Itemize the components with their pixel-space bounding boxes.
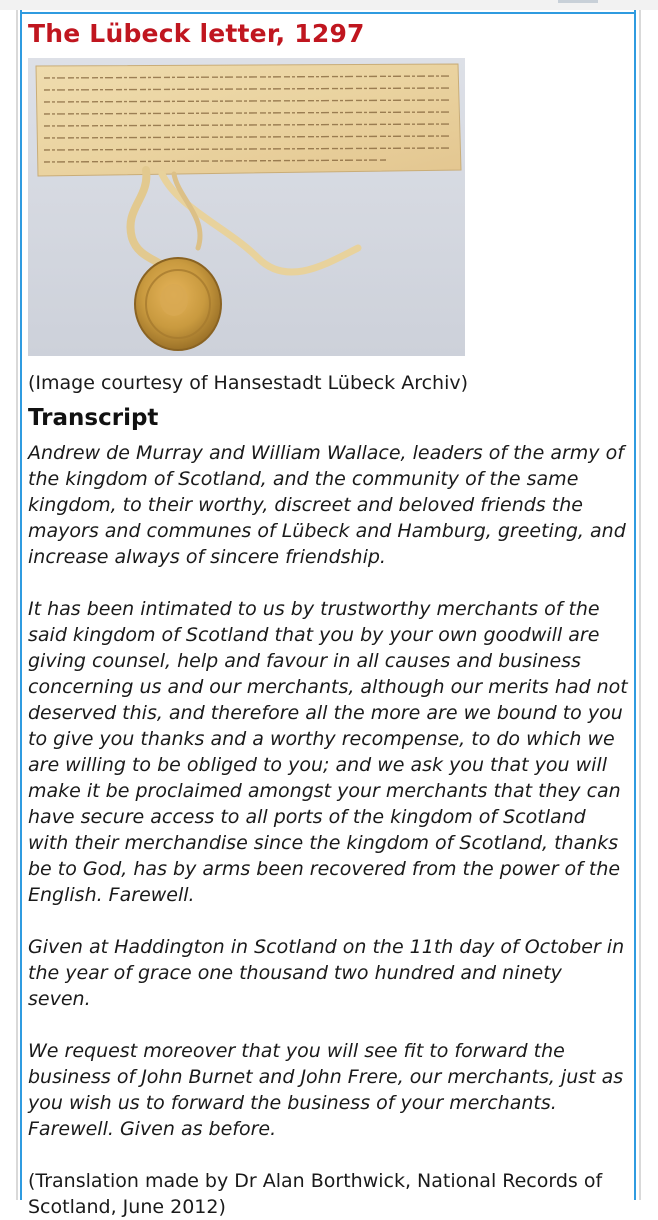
letter-illustration [28,58,465,356]
page-title: The Lübeck letter, 1297 [28,19,365,48]
image-caption: (Image courtesy of Hansestadt Lübeck Archiv) [28,372,469,394]
content-border-right [634,10,636,1200]
outer-border-left [16,10,18,1200]
transcript-heading: Transcript [28,405,159,431]
lubeck-letter-photo [28,58,465,356]
top-status-strip [0,0,658,10]
transcript-paragraph: It has been intimated to us by trustworthy merchants of the said kingdom of Scotland that you by your own goodwill are giving counsel, help and favour in all causes and business concerning us and our merchants, although our merits had not deserved this, and therefore all the more are we bound to you to give you thanks and a worthy recompense, to do which we are willing to be obliged to you; and we ask you that you will make it be proclaimed amongst your merchants that they can have secure access to all ports of the kingdom of Scotland with their merchandise since the kingdom of Scotland, thanks be to God, has by arms been recovered from the power of the English. Farewell. [28,598,628,906]
translation-credit: (Translation made by Dr Alan Borthwick, National Records of Scotland, June 2012) [28,1170,603,1218]
status-ticks [558,0,598,7]
transcript-paragraph: Given at Haddington in Scotland on the 11th day of October in the year of grace one thousand two hundred and ninety seven. [28,936,625,1010]
content-border-left [20,10,22,1200]
outer-border-right [639,10,641,1200]
article [28,14,628,1220]
transcript-paragraph: We request moreover that you will see fit to forward the business of John Burnet and John Frere, our merchants, just as you wish us to forward the business of your merchants. Farewell. Given as before. [28,1040,624,1140]
transcript-paragraph: Andrew de Murray and William Wallace, leaders of the army of the kingdom of Scotland, and the community of the same kingdom, to their worthy, discreet and beloved friends the mayors and communes of Lübeck and Hamburg, greeting, and increase always of sincere friendship. [28,442,626,568]
